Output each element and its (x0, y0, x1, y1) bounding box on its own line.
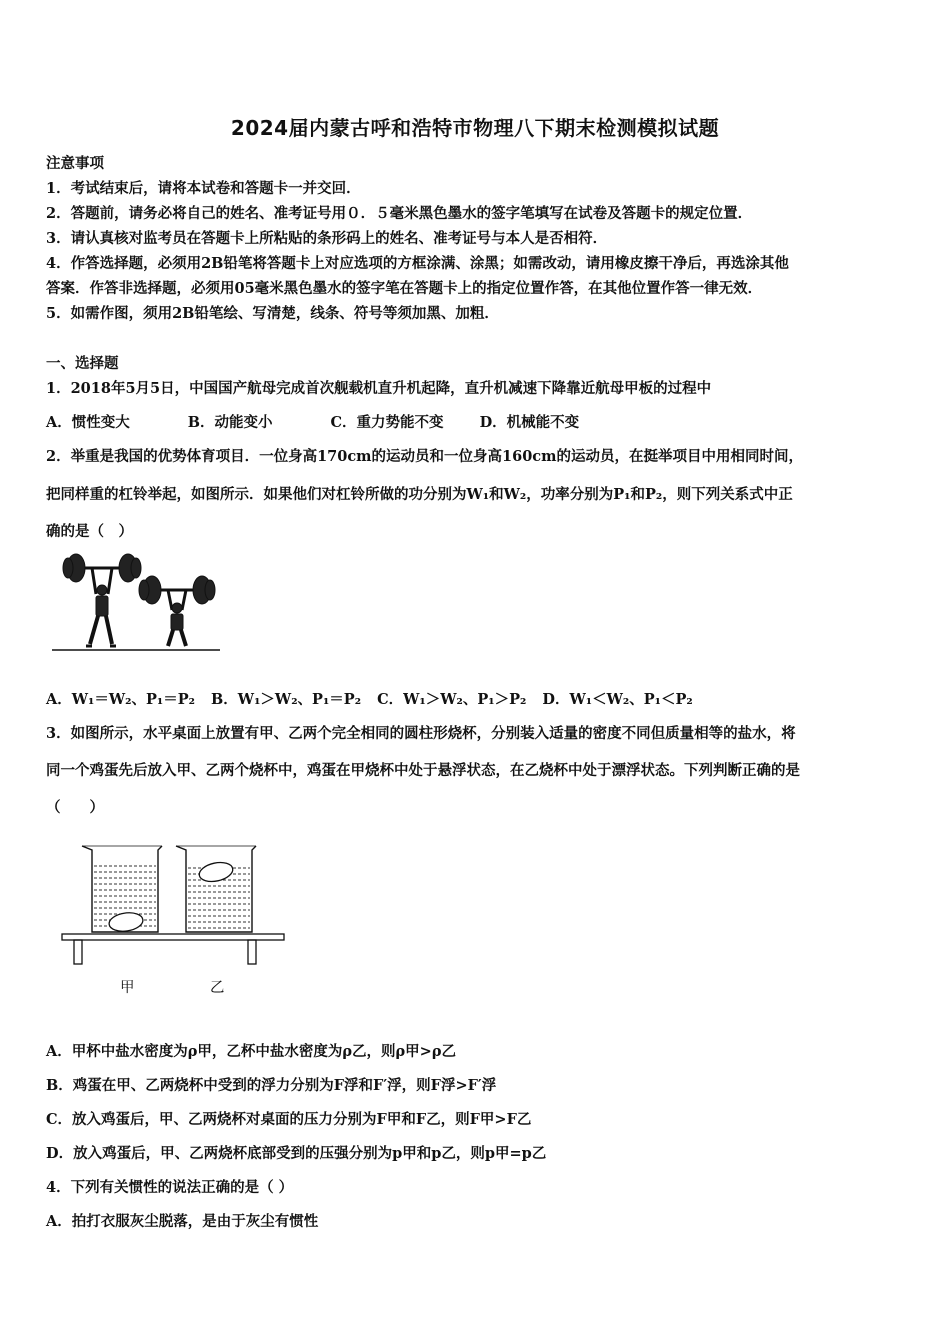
option-b[interactable]: B．W₁＞W₂、P₁＝P₂ (211, 691, 362, 708)
egg-jia (108, 911, 144, 934)
option-a[interactable]: A．拍打衣服灰尘脱落，是由于灰尘有惯性 (46, 1213, 319, 1230)
beakers-figure (58, 840, 288, 970)
option-b[interactable]: B．动能变小 (187, 414, 273, 431)
notes-heading: 注意事项 (46, 155, 104, 172)
option-d[interactable]: D．W₁＜W₂、P₁＜P₂ (542, 691, 693, 708)
weightlifters-figure (52, 546, 224, 656)
question-3-stem-line: 同一个鸡蛋先后放入甲、乙两个烧杯中，鸡蛋在甲烧杯中处于悬浮状态，在乙烧杯中处于漂浮状态。下列判断正确的是 (46, 762, 800, 779)
question-2-stem-line: 把同样重的杠铃举起，如图所示．如果他们对杠铃所做的功分别为W₁和W₂，功率分别为P₁和P₂，则下列关系式中正 (46, 486, 793, 503)
question-3-stem-line: 3．如图所示，水平桌面上放置有甲、乙两个完全相同的圆柱形烧杯，分别装入适量的密度不同但质量相等的盐水，将 (46, 725, 796, 742)
figure-label-jia: 甲 (120, 980, 135, 996)
option-d[interactable]: D．机械能不变 (479, 414, 580, 431)
option-a[interactable]: A．甲杯中盐水密度为ρ甲，乙杯中盐水密度为ρ乙，则ρ甲>ρ乙 (46, 1043, 456, 1060)
note-item: 5．如需作图，须用2B铅笔绘、写清楚，线条、符号等须加黑、加粗． (46, 305, 499, 322)
lifter-tall (63, 554, 141, 646)
section-heading: 一、选择题 (46, 355, 119, 372)
question-1-stem: 1．2018年5月5日，中国国产航母完成首次舰载机直升机起降，直升机减速下降靠近航母甲板的过程中 (46, 380, 712, 397)
note-item: 答案．作答非选择题，必须用05毫米黑色墨水的签字笔在答题卡上的指定位置作答，在其他位置作答一律无效． (46, 280, 763, 297)
lifter-short (139, 576, 215, 646)
figure-label-yi: 乙 (210, 980, 225, 996)
question-2-stem-line: 2．举重是我国的优势体育项目．一位身高170cm的运动员和一位身高160cm的运动员，在挺举项目中用相同时间， (46, 448, 803, 465)
option-a[interactable]: A．W₁＝W₂、P₁＝P₂ (46, 691, 196, 708)
note-item: 3．请认真核对监考员在答题卡上所粘贴的条形码上的姓名、准考证号与本人是否相符． (46, 230, 608, 247)
note-item: 2．答题前，请务必将自己的姓名、准考证号用０．５毫米黑色墨水的签字笔填写在试卷及答题卡的规定位置． (46, 205, 753, 222)
question-1-options (46, 411, 637, 432)
option-a[interactable]: A．惯性变大 (46, 414, 130, 431)
question-3-stem-line: （ ） (46, 799, 104, 816)
option-c[interactable]: C．放入鸡蛋后，甲、乙两烧杯对桌面的压力分别为F甲和F乙，则F甲>F乙 (46, 1111, 532, 1128)
option-d[interactable]: D．放入鸡蛋后，甲、乙两烧杯底部受到的压强分别为p甲和p乙，则p甲=p乙 (46, 1145, 547, 1162)
egg-yi (198, 860, 235, 885)
option-c[interactable]: C．W₁＞W₂、P₁＞P₂ (377, 691, 527, 708)
beaker-yi (176, 846, 256, 932)
question-2-options (46, 688, 693, 709)
option-c[interactable]: C．重力势能不变 (330, 414, 444, 431)
option-b[interactable]: B．鸡蛋在甲、乙两烧杯中受到的浮力分别为F浮和F′浮，则F浮>F′浮 (46, 1077, 497, 1094)
beaker-jia (82, 846, 162, 933)
note-item: 1．考试结束后，请将本试卷和答题卡一并交回． (46, 180, 361, 197)
note-item: 4．作答选择题，必须用2B铅笔将答题卡上对应选项的方框涂满、涂黑；如需改动，请用橡皮擦干净后，再选涂其他 (46, 255, 789, 272)
question-2-stem-line: 确的是（ ） (46, 523, 133, 540)
page-title: 2024届内蒙古呼和浩特市物理八下期末检测模拟试题 (230, 116, 720, 140)
question-4-stem: 4．下列有关惯性的说法正确的是（ ） (46, 1179, 294, 1196)
